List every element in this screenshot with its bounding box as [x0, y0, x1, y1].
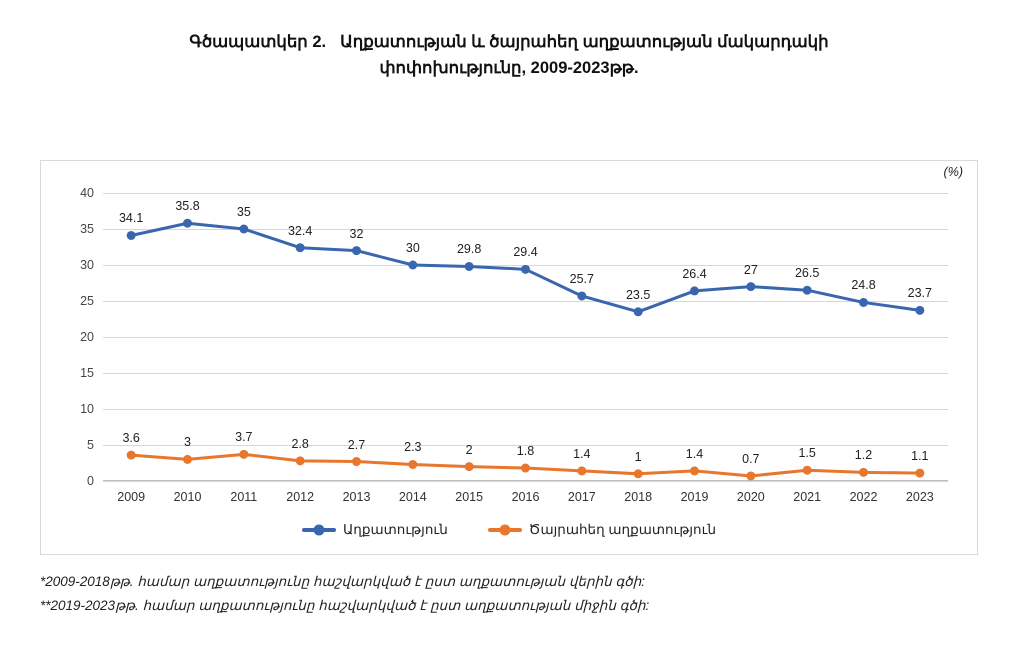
- data-point-marker: [408, 261, 417, 270]
- x-tick-label: 2018: [624, 490, 653, 504]
- data-point-marker: [521, 265, 530, 274]
- y-tick-label: 5: [87, 438, 94, 452]
- x-tick-label: 2011: [230, 490, 258, 504]
- data-point-label: 1.4: [685, 446, 704, 461]
- legend-item[interactable]: [488, 522, 716, 538]
- y-tick-label: 25: [80, 294, 94, 308]
- data-point-label: 3.6: [122, 431, 140, 446]
- data-point-marker: [239, 225, 248, 234]
- data-point-label: 27: [743, 262, 758, 277]
- data-point-label: 1.2: [854, 448, 873, 463]
- chart-container: [40, 160, 978, 555]
- data-point-label: 26.4: [682, 266, 707, 281]
- data-point-label: 30: [405, 241, 420, 255]
- y-tick-label: 10: [80, 402, 94, 416]
- data-point-marker: [803, 286, 812, 295]
- x-tick-label: 2020: [736, 490, 765, 504]
- title-line-2: փոփոխությունը, 2009-2023թթ.: [379, 58, 639, 77]
- data-point-label: 34.1: [118, 211, 144, 226]
- x-tick-label: 2016: [511, 490, 540, 504]
- x-tick-label: 2013: [342, 490, 371, 504]
- data-point-label: 26.5: [794, 266, 820, 281]
- data-point-marker: [296, 456, 305, 465]
- x-tick-label: 2012: [286, 490, 315, 504]
- title-line-1: Աղքատության և ծայրահեղ աղքատության մակարդակի: [340, 33, 829, 51]
- data-point-label: 2.3: [404, 440, 422, 455]
- data-point-label: 25.7: [569, 271, 594, 286]
- data-point-label: 3.7: [235, 430, 253, 445]
- data-point-marker: [577, 291, 586, 300]
- title-figure-number: Գծապատկեր 2.: [189, 33, 327, 51]
- y-tick-label: 35: [80, 222, 94, 236]
- data-point-marker: [577, 466, 586, 475]
- data-point-label: 35.8: [175, 199, 200, 214]
- x-tick-label: 2014: [398, 490, 427, 504]
- data-point-label: 24.8: [851, 278, 876, 293]
- y-tick-label: 30: [80, 258, 94, 272]
- data-point-label: 23.5: [625, 287, 651, 302]
- y-tick-label: 40: [80, 186, 94, 200]
- legend-swatch: [302, 528, 336, 532]
- data-point-marker: [465, 462, 474, 471]
- series-lines: [103, 193, 948, 481]
- data-point-label: 1.1: [911, 449, 929, 464]
- data-point-marker: [127, 451, 136, 460]
- data-point-label: 0.7: [742, 451, 760, 466]
- footnote-1: *2009-2018թթ. համար աղքատությունը հաշվարկված է ըստ աղքատության վերին գծի:: [40, 574, 645, 589]
- data-point-marker: [352, 246, 361, 255]
- x-tick-label: 2009: [117, 490, 146, 504]
- data-point-marker: [859, 468, 868, 477]
- data-point-label: 29.4: [513, 245, 538, 260]
- footnotes: [40, 570, 970, 617]
- data-point-marker: [183, 219, 192, 228]
- x-tick-label: 2017: [567, 490, 596, 504]
- legend-swatch: [488, 528, 522, 532]
- chart-page: [0, 30, 1018, 654]
- legend-item[interactable]: [302, 522, 448, 538]
- data-point-marker: [690, 286, 699, 295]
- data-point-marker: [859, 298, 868, 307]
- y-tick-label: 15: [80, 366, 94, 380]
- plot-area: [80, 186, 948, 504]
- footnote-2: **2019-2023թթ. համար աղքատությունը հաշվարկված է ըստ աղքատության միջին գծի:: [40, 597, 650, 613]
- data-point-label: 1.5: [798, 446, 816, 461]
- legend-label: Աղքատություն: [342, 522, 448, 537]
- data-point-label: 32.4: [287, 223, 313, 238]
- data-point-marker: [127, 231, 136, 240]
- data-point-marker: [690, 466, 699, 475]
- data-point-label: 29.8: [456, 242, 482, 257]
- data-point-marker: [915, 306, 924, 315]
- x-tick-label: 2019: [680, 490, 709, 504]
- data-point-label: 1: [634, 449, 642, 464]
- data-point-label: 23.7: [907, 286, 932, 301]
- data-point-marker: [465, 262, 474, 271]
- data-point-marker: [296, 243, 305, 252]
- x-tick-label: 2021: [793, 490, 822, 504]
- y-tick-label: 0: [87, 474, 94, 488]
- data-point-label: 1.8: [516, 444, 535, 459]
- data-point-marker: [634, 469, 643, 478]
- chart-legend: [41, 522, 977, 538]
- x-tick-label: 2022: [849, 490, 878, 504]
- data-point-marker: [521, 464, 530, 473]
- x-tick-label: 2015: [455, 490, 484, 504]
- gridline: [103, 481, 948, 482]
- unit-label: (%): [943, 165, 963, 179]
- data-point-label: 2.8: [291, 436, 309, 451]
- data-point-label: 32: [349, 226, 364, 241]
- data-point-marker: [803, 466, 812, 475]
- data-point-label: 1.4: [573, 446, 591, 461]
- data-point-marker: [239, 450, 248, 459]
- data-point-label: 3: [184, 435, 191, 450]
- data-point-marker: [183, 455, 192, 464]
- data-point-label: 2.7: [347, 437, 366, 452]
- legend-label: Ծայրահեղ աղքատություն: [528, 522, 717, 537]
- y-tick-label: 20: [80, 330, 94, 344]
- data-point-marker: [634, 307, 643, 316]
- data-point-marker: [746, 471, 755, 480]
- data-point-label: 35: [236, 205, 251, 219]
- data-point-marker: [352, 457, 361, 466]
- x-tick-label: 2010: [173, 490, 202, 504]
- page-title: [129, 30, 889, 81]
- x-tick-label: 2023: [905, 490, 934, 504]
- data-point-label: 2: [465, 442, 473, 457]
- data-point-marker: [746, 282, 755, 291]
- data-point-marker: [915, 469, 924, 478]
- data-point-marker: [408, 460, 417, 469]
